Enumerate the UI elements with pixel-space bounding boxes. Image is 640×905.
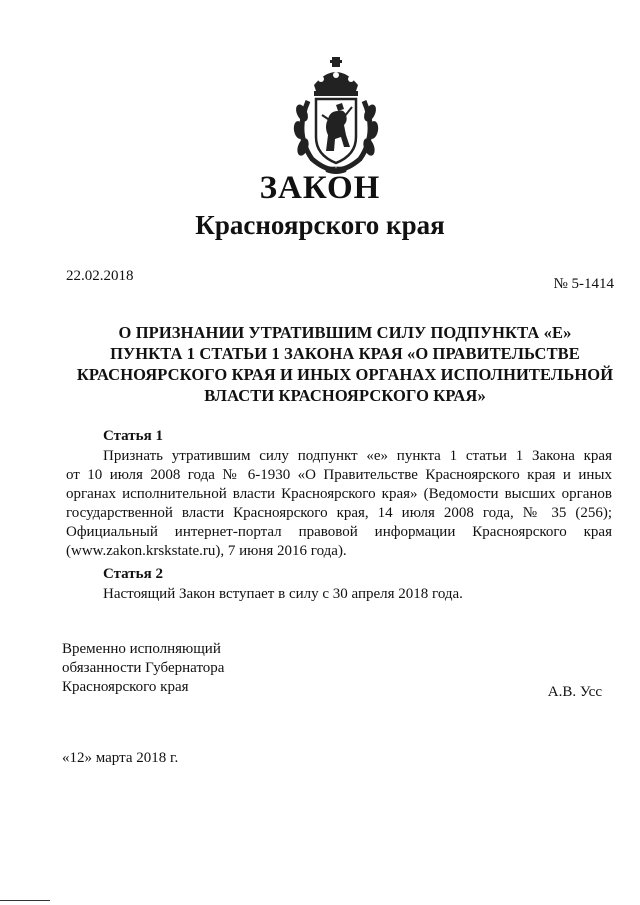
signatory-position-line: Временно исполняющий xyxy=(62,641,221,657)
law-heading xyxy=(60,322,630,406)
signatory-position xyxy=(62,640,224,697)
document-subtitle: Красноярского края xyxy=(195,210,445,240)
article-1-line: государственной власти Красноярского края, 14 июля 2008 года, № 35 (256); xyxy=(66,505,612,521)
footer-divider xyxy=(0,900,50,901)
law-heading-line: О ПРИЗНАНИИ УТРАТИВШИМ СИЛУ ПОДПУНКТА «Е» xyxy=(118,323,572,342)
article-1-line: органах исполнительной власти Красноярского края» (Ведомости высших органов xyxy=(66,486,612,502)
article-2-body: Настоящий Закон вступает в силу с 30 апреля 2018 года. xyxy=(103,586,463,602)
law-heading-line: ПУНКТА 1 СТАТЬИ 1 ЗАКОНА КРАЯ «О ПРАВИТЕЛЬСТВЕ xyxy=(110,344,580,363)
article-1-line: Признать утратившим силу подпункт «е» пункта 1 статьи 1 Закона края xyxy=(103,448,612,464)
article-1-line: от 10 июля 2008 года № 6-1930 «О Правительстве Красноярского края и иных xyxy=(66,467,612,483)
document-date: 22.02.2018 xyxy=(66,268,134,284)
document-title: ЗАКОН xyxy=(259,170,381,206)
article-2-title: Статья 2 xyxy=(103,566,163,582)
document-number: № 5-1414 xyxy=(553,276,614,292)
law-heading-line: ВЛАСТИ КРАСНОЯРСКОГО КРАЯ» xyxy=(204,386,486,405)
article-1-title: Статья 1 xyxy=(103,428,163,444)
signature-date: «12» марта 2018 г. xyxy=(62,750,179,766)
article-1-line: (www.zakon.krskstate.ru), 7 июня 2016 года). xyxy=(66,543,347,559)
article-1-body xyxy=(66,447,612,561)
signatory-name: А.В. Усс xyxy=(547,684,602,700)
krasnoyarsk-coat-of-arms-icon xyxy=(286,55,386,175)
signatory-position-line: Красноярского края xyxy=(62,679,189,695)
article-1-line: Официальный интернет-портал правовой информации Красноярского края xyxy=(66,524,612,540)
law-heading-line: КРАСНОЯРСКОГО КРАЯ И ИНЫХ ОРГАНАХ ИСПОЛНИТЕЛЬНОЙ xyxy=(76,365,614,384)
signatory-position-line: обязанности Губернатора xyxy=(62,660,225,676)
